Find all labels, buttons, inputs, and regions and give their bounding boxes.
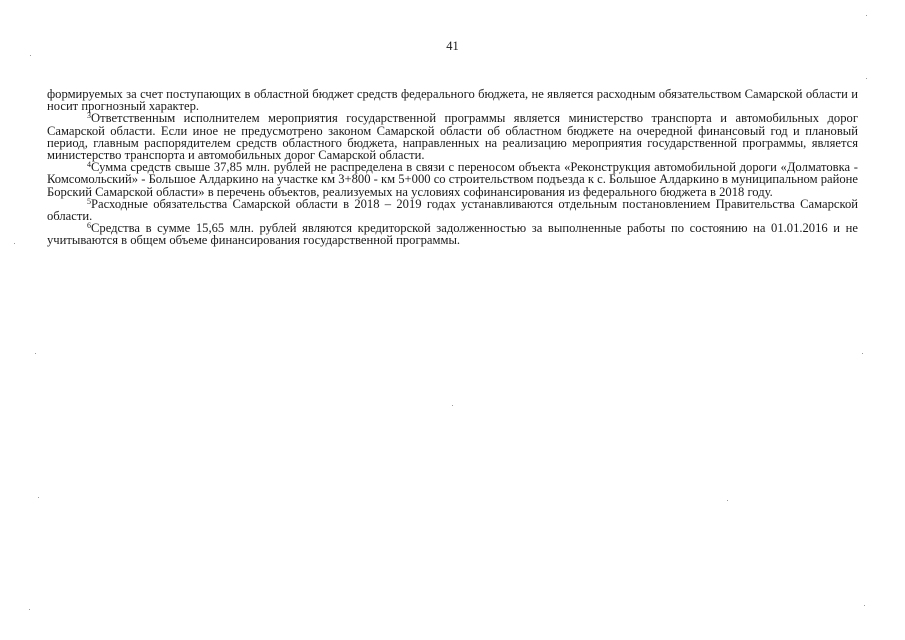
footnote-text: Ответственным исполнителем мероприятия государственной программы является министерство транспорта и автомобильных дорог Самарской области. Если иное не предусмотрено законом Самарской области об областном бюджете на очередной финансовый год и плановый период, главным распорядителем средств областного бюджета, направленных на реализацию мероприятия государственной программы, является министерство транспорта и автомобильных дорог Самарской области. xyxy=(47,111,858,163)
paragraph-continuation xyxy=(47,88,858,112)
footnote-6 xyxy=(47,222,858,246)
footnote-text: Средства в сумме 15,65 млн. рублей являются кредиторской задолженностью за выполненные работы по состоянию на 01.01.2016 и не учитываются в общем объеме финансирования государственной программы. xyxy=(47,221,858,248)
scan-speck xyxy=(727,500,728,501)
scan-speck xyxy=(30,55,31,56)
footnote-3 xyxy=(47,112,858,161)
footnote-marker: 3 xyxy=(87,111,91,121)
scan-speck xyxy=(866,78,867,79)
footnote-marker: 4 xyxy=(87,160,91,170)
footnotes-body xyxy=(47,88,858,247)
scan-speck xyxy=(866,15,867,16)
footnote-marker: 5 xyxy=(87,196,91,206)
footnote-4 xyxy=(47,161,858,198)
page-number: 41 xyxy=(446,39,459,53)
footnote-text: Расходные обязательства Самарской области в 2018 – 2019 годах устанавливаются отдельным постановлением Правительства Самарской области. xyxy=(47,196,858,224)
scan-speck xyxy=(862,353,863,354)
scan-speck xyxy=(864,605,865,606)
scan-speck xyxy=(38,497,39,498)
scan-speck xyxy=(35,353,36,354)
scan-speck xyxy=(29,609,30,610)
footnote-marker: 6 xyxy=(87,221,91,231)
scan-speck xyxy=(14,243,15,244)
scan-speck xyxy=(452,405,453,406)
paragraph-text: формируемых за счет поступающих в областной бюджет средств федерального бюджета, не является расходным обязательством Самарской области и носит прогнозный характер. xyxy=(47,87,858,114)
footnote-5 xyxy=(47,198,858,222)
footnote-text: Сумма средств свыше 37,85 млн. рублей не распределена в связи с переносом объекта «Реконструкция автомобильной дороги «Долматовка - Комсомольский» - Большое Алдаркино на участке км 3+800 - км 5+000 со строительством подъезда к с. Большое Алдаркино в муниципальном районе Борский Самарской области» в перечень объектов, реализуемых на условиях софинансирования из федерального бюджета в 2018 году. xyxy=(47,160,858,199)
